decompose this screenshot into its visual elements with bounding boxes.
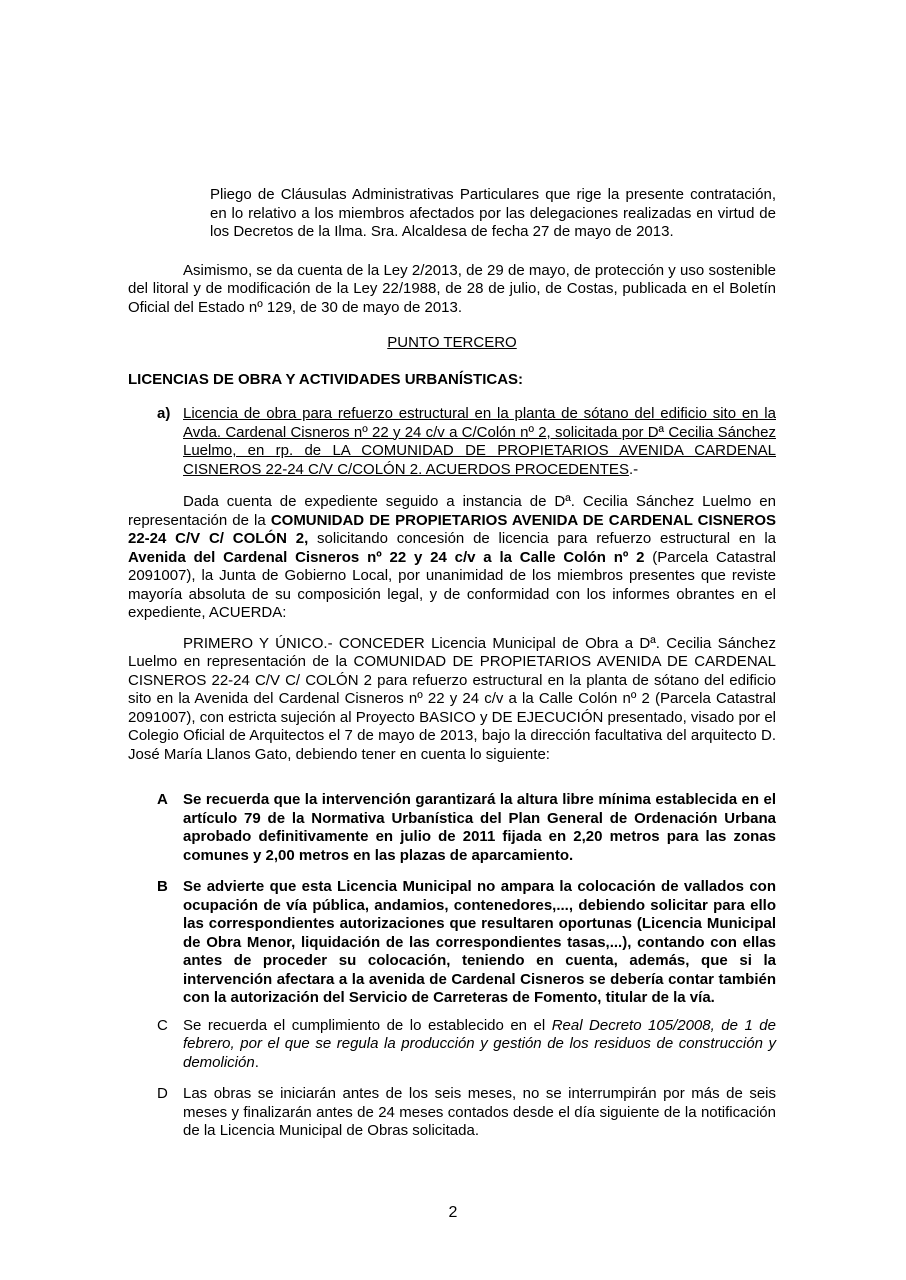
- condition-item-B-text: [183, 878, 776, 1008]
- condition-item-D: [128, 1085, 776, 1141]
- condition-item-B: [128, 878, 776, 1008]
- condition-item-A: [128, 791, 776, 865]
- text-run: PRIMERO Y ÚNICO.- CONCEDER Licencia Municipal de Obra a Dª. Cecilia Sánchez Luelmo en representación de la COMUNIDAD DE PROPIETARIOS AVENIDA DE CARDENAL CISNEROS 22-24 C/V C/ COLÓN 2 para refuerzo estructural en la planta de sótano del edificio sito en la Avenida del Cardenal Cisneros nº 22 y 24 c/v a la Calle Colón nº 2 (Parcela Catastral 2091007), con estricta sujeción al Proyecto BASICO y DE EJECUCIÓN presentado, visado por el Colegio Oficial de Arquitectos el 7 de mayo de 2013, bajo la dirección facultativa del arquitecto D. José María Llanos Gato, debiendo tener en cuenta lo siguiente:: [128, 634, 776, 763]
- text-run: COMUNIDAD DE PROPIETARIOS AVENIDA DE CARDENAL CISNEROS 22-24 C/V C/ COLÓN 2,: [128, 511, 777, 547]
- paragraph-asimismo: [128, 262, 776, 318]
- text-run: Se recuerda que la intervención garantizará la altura libre mínima establecida en el artículo 79 de la Normativa Urbanística del Plan General de Ordenación Urbana aprobado definitivamente en julio de 2011 fijada en 2,20 metros para las zonas comunes y 2,00 metros en las plazas de aparcamiento.: [183, 791, 776, 864]
- paragraph-primero-unico: [128, 635, 776, 765]
- text-run: (Parcela Catastral 2091007), la Junta de Gobierno Local, por unanimidad de los miembros presentes que reviste mayoría absoluta de su composición legal, y de conformidad con los informes obrantes en el expediente, ACUERDA:: [128, 548, 776, 621]
- condition-item-C: [128, 1017, 776, 1073]
- text-run: Licencia de obra para refuerzo estructural en la planta de sótano del edificio sito en la Avda. Cardenal Cisneros nº 22 y 24 c/v a C/Colón nº 2, solicitada por Dª Cecilia Sánchez Luelmo, en rp. de LA COMUNIDAD DE PROPIETARIOS AVENIDA CARDENAL CISNEROS 22-24 C/V C/COLÓN 2. ACUERDOS PROCEDENTES: [183, 405, 776, 478]
- list-item-a-text: [183, 405, 776, 479]
- list-item-a: [128, 405, 776, 479]
- text-run: Se recuerda el cumplimiento de lo establecido en el: [183, 1016, 552, 1034]
- condition-item-C-text: [183, 1017, 776, 1073]
- text-run: Se advierte que esta Licencia Municipal no ampara la colocación de vallados con ocupación de vía pública, andamios, contenedores,..., debiendo solicitar para ello las correspondientes autorizaciones que resultaren oportunas (Licencia Municipal de Obra Menor, liquidación de las correspondientes tasas,...), contando con ellas antes de proceder su colocación, teniendo en cuenta, además, que si la intervención afectara a la avenida de Cardenal Cisneros se debería contar también con la autorización del Servicio de Carreteras de Fomento, titular de la vía.: [183, 878, 776, 1006]
- page-number: 2: [448, 1204, 458, 1221]
- paragraph-pliego: [210, 186, 776, 242]
- condition-item-D-text: [183, 1085, 776, 1141]
- condition-item-D-label: D: [157, 1085, 168, 1102]
- text-run: Las obras se iniciarán antes de los seis meses, no se interrumpirán por más de seis meses y finalizarán antes de 24 meses contados desde el día siguiente de la notificación de la Licencia Municipal de Obras solicitada.: [183, 1085, 776, 1139]
- text-run: .-: [628, 460, 639, 478]
- text-run: Avenida del Cardenal Cisneros nº 22 y 24 c/v a la Calle Colón nº 2: [128, 548, 645, 566]
- paragraph-dada-cuenta: [128, 493, 776, 623]
- condition-item-A-label: A: [157, 791, 168, 808]
- punto-tercero-title-text: PUNTO TERCERO: [387, 334, 517, 351]
- text-run: Real Decreto 105/2008, de 1 de febrero, por el que se regula la producción y gestión de los residuos de construcción y demolición: [183, 1016, 776, 1071]
- text-run: solicitando concesión de licencia para refuerzo estructural en la: [308, 530, 777, 547]
- text-run: Asimismo, se da cuenta de la Ley 2/2013, de 29 de mayo, de protección y uso sostenible del litoral y de modificación de la Ley 22/1988, de 28 de julio, de Costas, publicada en el Boletín Oficial del Estado nº 129, de 30 de mayo de 2013.: [128, 261, 776, 316]
- condition-item-A-text: [183, 791, 776, 865]
- text-run: Pliego de Cláusulas Administrativas Particulares que rige la presente contratación, en lo relativo a los miembros afectados por las delegaciones realizadas en virtud de los Decretos de la Ilma. Sra. Alcaldesa de fecha 27 de mayo de 2013.: [210, 186, 776, 240]
- text-run: Dada cuenta de expediente seguido a instancia de Dª. Cecilia Sánchez Luelmo en representación de la: [128, 493, 776, 529]
- list-item-a-label: a): [157, 405, 171, 422]
- document-body: [128, 186, 776, 1141]
- condition-item-B-label: B: [157, 878, 168, 895]
- licencias-section-heading: LICENCIAS DE OBRA Y ACTIVIDADES URBANÍSTICAS:: [128, 370, 524, 388]
- text-run: .: [254, 1053, 259, 1071]
- condition-item-C-label: C: [157, 1016, 168, 1034]
- punto-tercero-title: [128, 334, 776, 353]
